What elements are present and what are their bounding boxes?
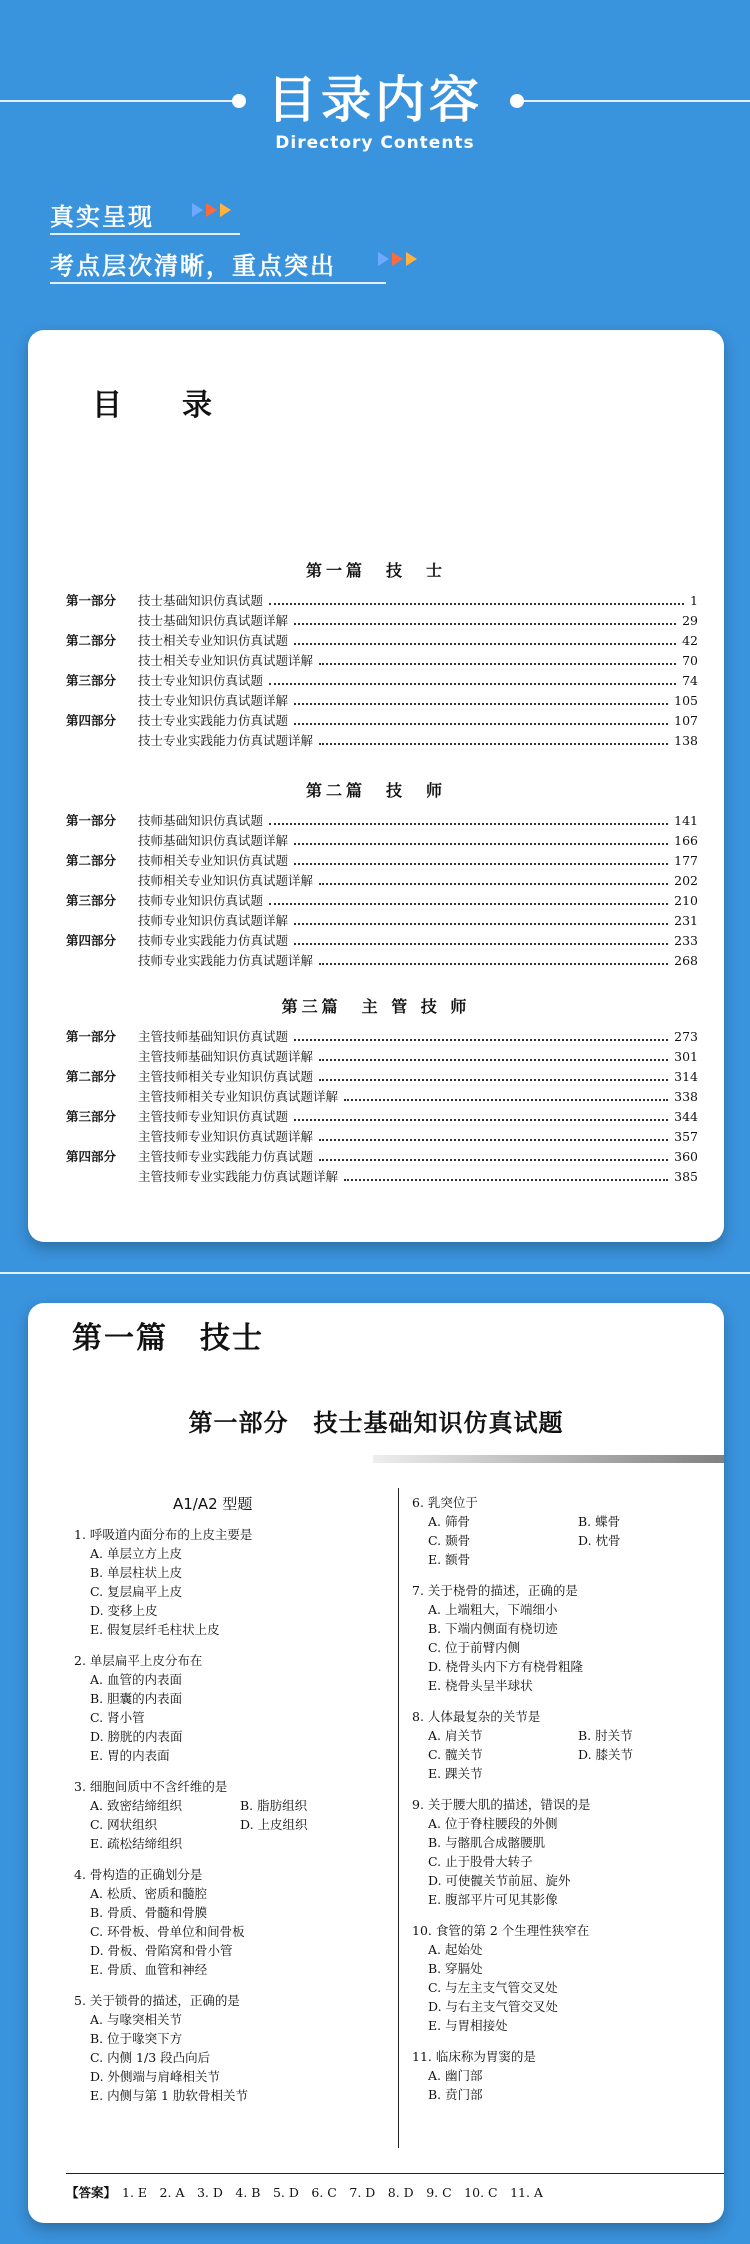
toc-leader-dots bbox=[294, 1031, 668, 1041]
option: A. 与喙突相关节 bbox=[90, 2012, 182, 2027]
toc-entry-title: 主管技师相关专业知识仿真试题详解 bbox=[138, 1089, 339, 1104]
arrow-icon bbox=[192, 203, 203, 217]
toc-page-number: 233 bbox=[674, 932, 698, 948]
header-subtitle: Directory Contents bbox=[275, 133, 475, 153]
toc-section-label: 第三部分 bbox=[66, 893, 117, 908]
toc-page-number: 268 bbox=[674, 952, 698, 968]
option-pair bbox=[412, 1745, 712, 1764]
question-stem: 3. 细胞间质中不含纤维的是 bbox=[74, 1779, 228, 1794]
toc-page-number: 231 bbox=[674, 912, 698, 928]
question-stem: 7. 关于桡骨的描述，正确的是 bbox=[412, 1583, 578, 1598]
toc-row[interactable] bbox=[66, 1146, 698, 1166]
toc-section-label: 第一部分 bbox=[66, 1029, 117, 1044]
toc-leader-dots bbox=[269, 675, 676, 685]
toc-entry-title: 技士专业知识仿真试题 bbox=[138, 673, 264, 688]
option: A. 血管的内表面 bbox=[90, 1672, 182, 1687]
toc-section-label: 第三部分 bbox=[66, 673, 117, 688]
toc-row[interactable] bbox=[66, 1046, 698, 1066]
option: C. 位于前臂内侧 bbox=[428, 1640, 521, 1655]
option: A. 起始处 bbox=[428, 1942, 483, 1957]
option: A. 筛骨 bbox=[428, 1514, 470, 1529]
option: E. 疏松结缔组织 bbox=[90, 1836, 183, 1851]
toc-leader-dots bbox=[294, 915, 668, 925]
toc-entry-title: 技士相关专业知识仿真试题详解 bbox=[138, 653, 314, 668]
toc-part-title: 第三篇 主 管 技 师 bbox=[281, 997, 471, 1016]
toc-page-number: 107 bbox=[674, 712, 698, 728]
question-item bbox=[74, 1777, 384, 1853]
toc-page-number: 1 bbox=[690, 592, 698, 608]
toc-leader-dots bbox=[269, 895, 668, 905]
answer-rule bbox=[66, 2173, 724, 2174]
toc-page-number: 29 bbox=[682, 612, 698, 628]
toc-page-number: 360 bbox=[674, 1148, 698, 1164]
question-type: A1/A2 型题 bbox=[173, 1495, 253, 1513]
toc-row[interactable] bbox=[66, 610, 698, 630]
toc-row[interactable] bbox=[66, 1066, 698, 1086]
toc-leader-dots bbox=[319, 1131, 668, 1141]
book-page-card bbox=[28, 1303, 724, 2223]
toc-row[interactable] bbox=[66, 710, 698, 730]
toc-entry-title: 技师专业知识仿真试题详解 bbox=[138, 913, 289, 928]
question-stem: 11. 临床称为胃窦的是 bbox=[412, 2049, 536, 2064]
question-stem: 8. 人体最复杂的关节是 bbox=[412, 1709, 541, 1724]
option: B. 单层柱状上皮 bbox=[90, 1565, 183, 1580]
option: B. 骨质、骨髓和骨膜 bbox=[90, 1905, 208, 1920]
toc-leader-dots bbox=[344, 1091, 668, 1101]
tag-1-arrows bbox=[192, 203, 231, 217]
option-pair bbox=[412, 1726, 712, 1745]
option: C. 网状组织 bbox=[90, 1817, 158, 1832]
toc-part-title: 第二篇 技 师 bbox=[305, 781, 446, 800]
option: A. 致密结缔组织 bbox=[90, 1798, 182, 1813]
option: E. 胃的内表面 bbox=[90, 1748, 170, 1763]
toc-section-label: 第一部分 bbox=[66, 813, 117, 828]
left-column bbox=[74, 1525, 384, 2117]
toc-row[interactable] bbox=[66, 870, 698, 890]
toc-page-number: 138 bbox=[674, 732, 698, 748]
option: C. 内侧 1/3 段凸向后 bbox=[90, 2050, 211, 2065]
toc-entry-title: 技士基础知识仿真试题 bbox=[138, 593, 264, 608]
toc-entry-title: 技士专业知识仿真试题详解 bbox=[138, 693, 289, 708]
option: D. 膝关节 bbox=[578, 1747, 634, 1762]
toc-entry-title: 技师基础知识仿真试题 bbox=[138, 813, 264, 828]
toc-leader-dots bbox=[269, 815, 668, 825]
tag-2-underline bbox=[50, 282, 386, 284]
toc-row[interactable] bbox=[66, 630, 698, 650]
toc-entry-title: 技士基础知识仿真试题详解 bbox=[138, 613, 289, 628]
toc-leader-dots bbox=[294, 835, 668, 845]
toc-entry-title: 主管技师专业知识仿真试题详解 bbox=[138, 1129, 314, 1144]
option: B. 与髂肌合成髂腰肌 bbox=[428, 1835, 546, 1850]
toc-section-label: 第二部分 bbox=[66, 853, 117, 868]
question-item bbox=[412, 1493, 712, 1569]
toc-row[interactable] bbox=[66, 650, 698, 670]
toc-page-number: 74 bbox=[682, 672, 698, 688]
question-stem: 10. 食管的第 2 个生理性狭窄在 bbox=[412, 1923, 590, 1938]
toc-entry-title: 主管技师基础知识仿真试题 bbox=[138, 1029, 289, 1044]
toc-page-number: 42 bbox=[682, 632, 698, 648]
answer-label: 【答案】 bbox=[66, 2185, 117, 2200]
toc-row[interactable] bbox=[66, 730, 698, 750]
option-pair bbox=[412, 1531, 712, 1550]
question-stem: 4. 骨构造的正确划分是 bbox=[74, 1867, 203, 1882]
question-stem: 2. 单层扁平上皮分布在 bbox=[74, 1653, 203, 1668]
toc-page-number: 105 bbox=[674, 692, 698, 708]
option: E. 内侧与第 1 肋软骨相关节 bbox=[90, 2088, 248, 2103]
toc-page-number: 344 bbox=[674, 1108, 698, 1124]
toc-leader-dots bbox=[294, 855, 668, 865]
toc-leader-dots bbox=[294, 635, 676, 645]
question-item bbox=[412, 1581, 712, 1695]
toc-entry-title: 技师专业实践能力仿真试题详解 bbox=[138, 953, 314, 968]
question-stem: 1. 呼吸道内面分布的上皮主要是 bbox=[74, 1527, 253, 1542]
option: B. 贲门部 bbox=[428, 2087, 483, 2102]
toc-page-number: 314 bbox=[674, 1068, 698, 1084]
question-item bbox=[74, 1651, 384, 1765]
option: E. 腹部平片可见其影像 bbox=[428, 1892, 558, 1907]
toc-heading: 目录 bbox=[92, 388, 272, 423]
toc-leader-dots bbox=[294, 1111, 668, 1121]
toc-section-label: 第四部分 bbox=[66, 713, 117, 728]
toc-leader-dots bbox=[319, 1071, 668, 1081]
toc-entry-title: 技师相关专业知识仿真试题详解 bbox=[138, 873, 314, 888]
tag-2: 考点层次清晰，重点突出 bbox=[50, 252, 336, 280]
toc-row[interactable] bbox=[66, 930, 698, 950]
toc-page-number: 210 bbox=[674, 892, 698, 908]
option: A. 肩关节 bbox=[428, 1728, 483, 1743]
toc-part-title: 第一篇 技 士 bbox=[305, 561, 446, 580]
option: C. 颞骨 bbox=[428, 1533, 471, 1548]
tag-1: 真实呈现 bbox=[50, 203, 154, 231]
toc-page-number: 202 bbox=[674, 872, 698, 888]
question-item bbox=[412, 1795, 712, 1909]
option: E. 与胃相接处 bbox=[428, 2018, 508, 2033]
toc-leader-dots bbox=[294, 715, 668, 725]
title-underline-bar bbox=[373, 1455, 724, 1463]
option-pair bbox=[74, 1815, 384, 1834]
arrow-icon bbox=[378, 252, 389, 266]
toc-row[interactable] bbox=[66, 1166, 698, 1186]
question-item bbox=[412, 1707, 712, 1783]
toc-page-number: 301 bbox=[674, 1048, 698, 1064]
arrow-icon bbox=[220, 203, 231, 217]
option: D. 外侧端与肩峰相关节 bbox=[90, 2069, 221, 2084]
toc-leader-dots bbox=[319, 655, 676, 665]
toc-leader-dots bbox=[319, 735, 668, 745]
part-title: 第一部分 技士基础知识仿真试题 bbox=[188, 1408, 564, 1437]
toc-entry-title: 主管技师专业实践能力仿真试题详解 bbox=[138, 1169, 339, 1184]
toc-leader-dots bbox=[319, 875, 668, 885]
option: D. 与右主支气管交叉处 bbox=[428, 1999, 559, 2014]
option: B. 胆囊的内表面 bbox=[90, 1691, 183, 1706]
option: D. 变移上皮 bbox=[90, 1603, 158, 1618]
option: A. 单层立方上皮 bbox=[90, 1546, 182, 1561]
option: D. 骨板、骨陷窝和骨小管 bbox=[90, 1943, 233, 1958]
question-item bbox=[74, 1525, 384, 1639]
question-item bbox=[74, 1991, 384, 2105]
option: D. 上皮组织 bbox=[240, 1817, 308, 1832]
option: B. 穿膈处 bbox=[428, 1961, 483, 1976]
option: C. 髋关节 bbox=[428, 1747, 483, 1762]
header-line-right bbox=[524, 100, 750, 102]
toc-row[interactable] bbox=[66, 950, 698, 970]
option: B. 脂肪组织 bbox=[240, 1798, 308, 1813]
toc-section-label: 第一部分 bbox=[66, 593, 117, 608]
option-pair bbox=[74, 1796, 384, 1815]
toc-entry-title: 技师专业知识仿真试题 bbox=[138, 893, 264, 908]
toc-section-label: 第四部分 bbox=[66, 1149, 117, 1164]
toc-section-label: 第四部分 bbox=[66, 933, 117, 948]
toc-entry-title: 技士相关专业知识仿真试题 bbox=[138, 633, 289, 648]
toc-entry-title: 技师专业实践能力仿真试题 bbox=[138, 933, 289, 948]
toc-leader-dots bbox=[269, 595, 684, 605]
answer-values: 1. E 2. A 3. D 4. B 5. D 6. C 7. D 8. D 9. C 10. C 11. A bbox=[122, 2185, 543, 2200]
toc-entry-title: 技士专业实践能力仿真试题 bbox=[138, 713, 289, 728]
option: C. 环骨板、骨单位和间骨板 bbox=[90, 1924, 245, 1939]
toc-row[interactable] bbox=[66, 890, 698, 910]
toc-leader-dots bbox=[344, 1171, 668, 1181]
option: E. 额骨 bbox=[428, 1552, 471, 1567]
toc-section-label: 第二部分 bbox=[66, 633, 117, 648]
toc-page-number: 273 bbox=[674, 1028, 698, 1044]
option: A. 幽门部 bbox=[428, 2068, 483, 2083]
option: B. 下端内侧面有桡切迹 bbox=[428, 1621, 558, 1636]
toc-row[interactable] bbox=[66, 1106, 698, 1126]
option: B. 肘关节 bbox=[578, 1728, 633, 1743]
option: C. 与左主支气管交叉处 bbox=[428, 1980, 558, 1995]
option: C. 肾小管 bbox=[90, 1710, 145, 1725]
option: A. 上端粗大，下端细小 bbox=[428, 1602, 558, 1617]
option: D. 桡骨头内下方有桡骨粗隆 bbox=[428, 1659, 584, 1674]
toc-entry-title: 技士专业实践能力仿真试题详解 bbox=[138, 733, 314, 748]
option: A. 位于脊柱腰段的外侧 bbox=[428, 1816, 558, 1831]
tag-2-arrows bbox=[378, 252, 417, 266]
toc-entry-title: 主管技师基础知识仿真试题详解 bbox=[138, 1049, 314, 1064]
toc-leader-dots bbox=[319, 1051, 668, 1061]
header-dot-right bbox=[510, 94, 524, 108]
tag-1-underline bbox=[50, 233, 240, 235]
section-divider bbox=[0, 1272, 750, 1274]
option: C. 复层扁平上皮 bbox=[90, 1584, 183, 1599]
question-stem: 9. 关于腰大肌的描述，错误的是 bbox=[412, 1797, 591, 1812]
option: A. 松质、密质和髓腔 bbox=[90, 1886, 207, 1901]
toc-entry-title: 主管技师相关专业知识仿真试题 bbox=[138, 1069, 314, 1084]
option: D. 膀胱的内表面 bbox=[90, 1729, 183, 1744]
toc-page-number: 338 bbox=[674, 1088, 698, 1104]
option-pair bbox=[412, 1512, 712, 1531]
option: B. 位于喙突下方 bbox=[90, 2031, 183, 2046]
toc-row[interactable] bbox=[66, 830, 698, 850]
toc-leader-dots bbox=[294, 615, 676, 625]
toc-page-number: 177 bbox=[674, 852, 698, 868]
chapter-title: 第一篇 技士 bbox=[72, 1321, 264, 1356]
toc-entry-title: 技师基础知识仿真试题详解 bbox=[138, 833, 289, 848]
option: D. 枕骨 bbox=[578, 1533, 621, 1548]
option: E. 假复层纤毛柱状上皮 bbox=[90, 1622, 220, 1637]
answer-key bbox=[66, 2183, 543, 2201]
option: D. 可使髋关节前屈、旋外 bbox=[428, 1873, 571, 1888]
toc-entry-title: 主管技师专业实践能力仿真试题 bbox=[138, 1149, 314, 1164]
question-item bbox=[412, 2047, 712, 2104]
column-divider bbox=[398, 1488, 399, 2148]
arrow-icon bbox=[406, 252, 417, 266]
toc-entry-title: 技师相关专业知识仿真试题 bbox=[138, 853, 289, 868]
question-stem: 5. 关于锁骨的描述，正确的是 bbox=[74, 1993, 240, 2008]
toc-row[interactable] bbox=[66, 850, 698, 870]
toc-row[interactable] bbox=[66, 670, 698, 690]
option: B. 蝶骨 bbox=[578, 1514, 621, 1529]
toc-page-number: 357 bbox=[674, 1128, 698, 1144]
toc-row[interactable] bbox=[66, 590, 698, 610]
right-column bbox=[412, 1493, 712, 2116]
question-item bbox=[74, 1865, 384, 1979]
toc-page-number: 385 bbox=[674, 1168, 698, 1184]
arrow-icon bbox=[206, 203, 217, 217]
toc-row[interactable] bbox=[66, 1126, 698, 1146]
toc-row[interactable] bbox=[66, 690, 698, 710]
header-title: 目录内容 bbox=[267, 71, 483, 129]
toc-page-number: 70 bbox=[682, 652, 698, 668]
toc-page-number: 141 bbox=[674, 812, 698, 828]
toc-section-label: 第二部分 bbox=[66, 1069, 117, 1084]
toc-section-label: 第三部分 bbox=[66, 1109, 117, 1124]
toc-leader-dots bbox=[319, 955, 668, 965]
option: E. 桡骨头呈半球状 bbox=[428, 1678, 533, 1693]
toc-entry-title: 主管技师专业知识仿真试题 bbox=[138, 1109, 289, 1124]
toc-row[interactable] bbox=[66, 910, 698, 930]
toc-leader-dots bbox=[319, 1151, 668, 1161]
toc-leader-dots bbox=[294, 695, 668, 705]
question-stem: 6. 乳突位于 bbox=[412, 1495, 478, 1510]
toc-page-number: 166 bbox=[674, 832, 698, 848]
toc-leader-dots bbox=[294, 935, 668, 945]
arrow-icon bbox=[392, 252, 403, 266]
toc-row[interactable] bbox=[66, 1026, 698, 1046]
toc-row[interactable] bbox=[66, 810, 698, 830]
header-banner bbox=[0, 0, 750, 330]
question-item bbox=[412, 1921, 712, 2035]
toc-row[interactable] bbox=[66, 1086, 698, 1106]
option: E. 骨质、血管和神经 bbox=[90, 1962, 208, 1977]
toc-card bbox=[28, 330, 724, 1242]
option: E. 踝关节 bbox=[428, 1766, 483, 1781]
option: C. 止于股骨大转子 bbox=[428, 1854, 533, 1869]
